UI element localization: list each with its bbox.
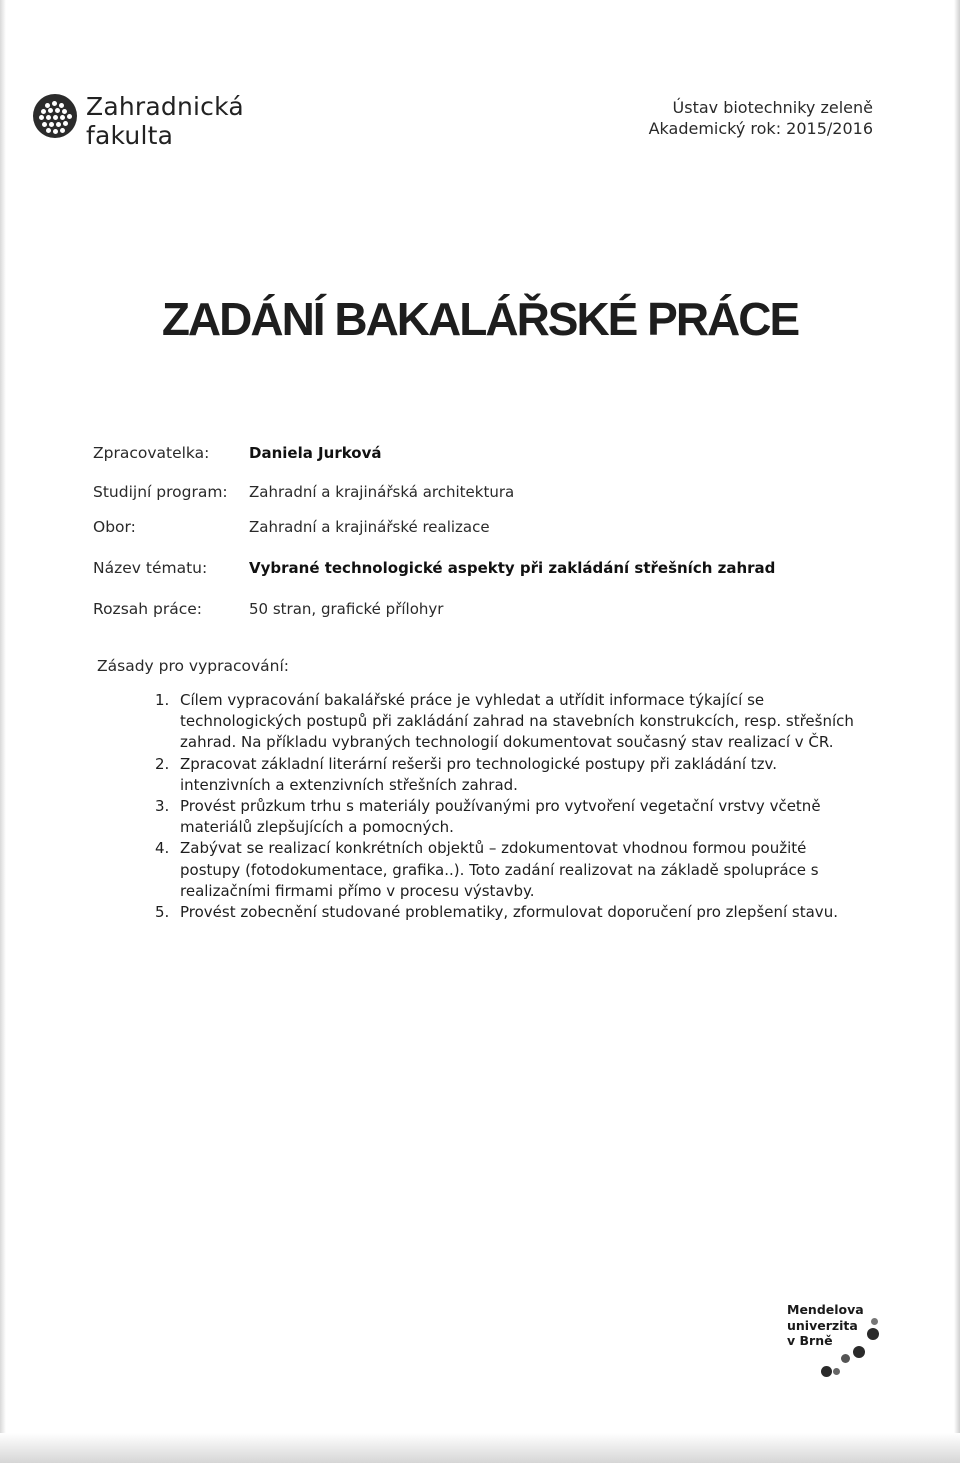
emblem-dot [48, 108, 53, 113]
logo-dot-icon [833, 1368, 840, 1375]
emblem-dot [55, 108, 60, 113]
item-number: 1. [155, 691, 170, 709]
university-logo [787, 1302, 897, 1392]
university-name-line1: Mendelova [787, 1302, 864, 1317]
field-value-author: Daniela Jurková [249, 444, 382, 462]
logo-dot-icon [841, 1354, 850, 1363]
emblem-dot [46, 115, 51, 120]
emblem-dot [67, 114, 72, 119]
field-row-topic [93, 559, 775, 577]
field-label: Obor: [93, 518, 136, 536]
faculty-name [86, 92, 244, 150]
field-label: Rozsah práce: [93, 600, 203, 618]
item-text: Provést zobecnění studované problematiky, zformulovat doporučení pro zlepšení stavu. [180, 903, 838, 922]
emblem-dot [60, 128, 65, 133]
page-edge-bottom [0, 1433, 960, 1463]
faculty-name-line2: fakulta [86, 121, 174, 150]
university-name-line2: univerzita [787, 1317, 858, 1333]
field-row-scope [93, 600, 443, 618]
university-name [787, 1302, 897, 1349]
academic-year: Akademický rok: 2015/2016 [648, 119, 873, 138]
list-item [155, 754, 855, 796]
page-edge-left [0, 0, 6, 1463]
list-item [155, 902, 855, 923]
list-item [155, 838, 855, 902]
item-number: 4. [155, 839, 170, 858]
field-label: Zpracovatelka: [93, 444, 210, 462]
emblem-dot [63, 121, 68, 126]
institute-info [649, 97, 873, 139]
principles-label: Zásady pro vypracování: [97, 657, 289, 675]
item-number: 3. [155, 797, 170, 816]
field-row-author [93, 444, 382, 462]
logo-dot-icon [821, 1366, 832, 1377]
field-value-program: Zahradní a krajinářská architektura [249, 483, 515, 501]
field-label: Studijní program: [93, 483, 228, 501]
field-value-topic: Vybrané technologické aspekty při zakládání střešních zahrad [249, 559, 776, 577]
principles-list [155, 690, 855, 923]
emblem-dot [53, 129, 58, 134]
faculty-emblem-icon [33, 94, 77, 138]
page-edge-right [954, 0, 960, 1463]
field-row-program [93, 483, 514, 501]
emblem-dot [52, 101, 57, 106]
emblem-dot [41, 109, 46, 114]
list-item [155, 690, 855, 754]
emblem-dot [59, 103, 64, 108]
emblem-dot [39, 115, 44, 120]
institute-name: Ústav biotechniky zeleně [672, 98, 873, 117]
emblem-dot [56, 122, 61, 127]
university-name-line3: v Brně [787, 1333, 833, 1348]
field-row-branch [93, 518, 490, 536]
item-number: 5. [155, 903, 170, 922]
item-text: Zabývat se realizací konkrétních objektů – zdokumentovat vhodnou formou použité postupy (fotodokumentace, grafika..). Toto zadání realizovat na základě spolupráce s realizačními firmami přímo v procesu výstavby. [180, 839, 819, 900]
item-text: Zpracovat základní literární rešerši pro technologické postupy při zakládání tzv. intenzivních a extenzivních střešních zahrad. [180, 754, 778, 794]
emblem-dot [42, 122, 47, 127]
emblem-dot [46, 128, 51, 133]
logo-dot-icon [853, 1346, 865, 1358]
item-text: Provést průzkum trhu s materiály používanými pro vytvoření vegetační vrstvy včetně materiálů zlepšujících a pomocných. [180, 797, 821, 837]
logo-dot-icon [871, 1318, 878, 1325]
field-value-branch: Zahradní a krajinářské realizace [249, 518, 490, 536]
list-item [155, 796, 855, 838]
faculty-logo [33, 92, 244, 150]
faculty-name-line1: Zahradnická [86, 92, 244, 121]
item-number: 2. [155, 754, 170, 773]
emblem-dot [62, 109, 67, 114]
logo-dot-icon [867, 1328, 879, 1340]
emblem-dot [49, 122, 54, 127]
item-text: Cílem vypracování bakalářské práce je vyhledat a utřídit informace týkající se technologických postupů při zakládání zahrad na stavebních konstrukcích, resp. střešních zahrad. Na příkladu vybraných technologií dokumentovat současný stav realizací v ČR. [180, 691, 854, 752]
field-label: Název tématu: [93, 559, 208, 577]
emblem-dot [60, 115, 65, 120]
emblem-dot [53, 115, 58, 120]
field-value-scope: 50 stran, grafické přílohyr [249, 600, 444, 618]
document-title: ZADÁNÍ BAKALÁŘSKÉ PRÁCE [161, 293, 799, 345]
